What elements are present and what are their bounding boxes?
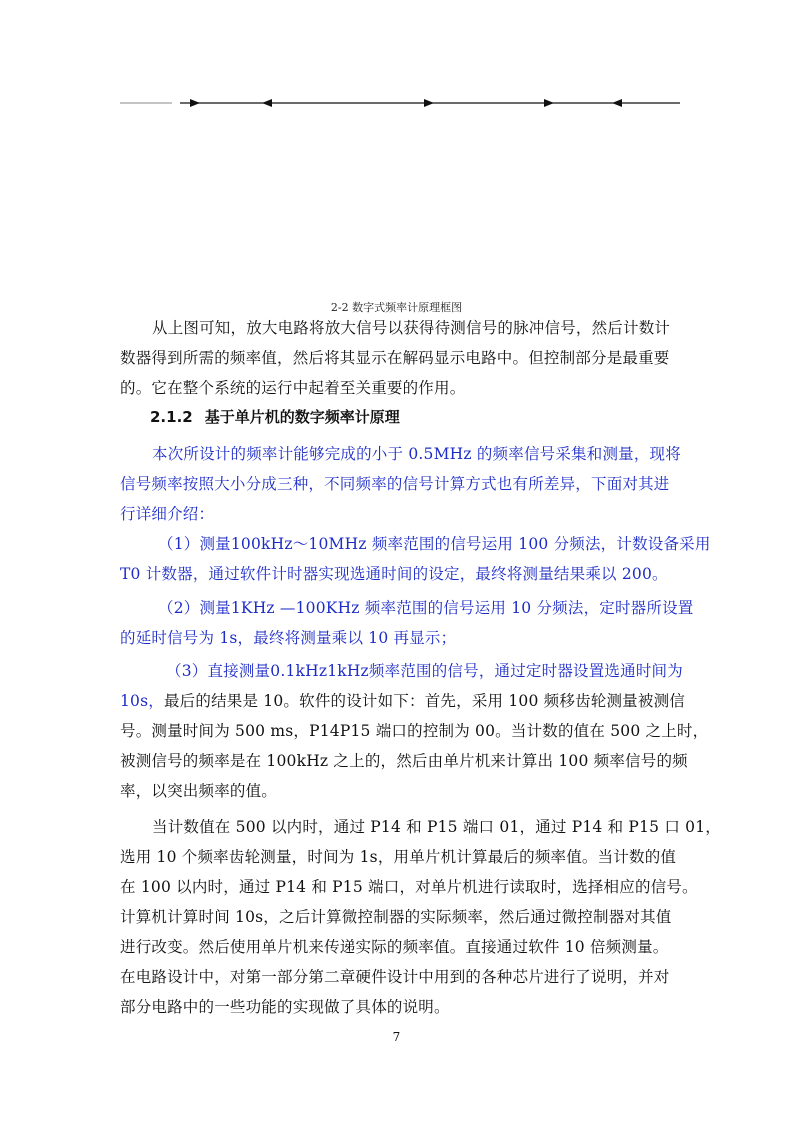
text-line: 本次所设计的频率计能够完成的小于 0.5MHz 的频率信号采集和测量，现将: [152, 445, 681, 463]
text-line: 在 100 以内时，通过 P14 和 P15 端口，对单片机进行读取时，选择相应的信号。: [120, 878, 698, 896]
section-title: 基于单片机的数字频率计原理: [204, 408, 400, 426]
section-heading: [150, 406, 400, 427]
text-line: T0 计数器，通过软件计时器实现选通时间的设定，最终将测量结果乘以 200。: [120, 565, 668, 583]
text-line: 号。测量时间为 500 ms，P14P15 端口的控制为 00。当计数的值在 500 之上时，: [120, 722, 709, 740]
arrow-right-icon: [544, 99, 554, 107]
text-line: 被测信号的频率是在 100kHz 之上的，然后由单片机来计算出 100 频率信号的频: [120, 752, 688, 770]
figure-caption: 2-2 数字式频率计原理框图: [330, 301, 463, 314]
text-line: 部分电路中的一些功能的实现做了具体的说明。: [120, 998, 450, 1016]
section-number: 2.1.2: [150, 408, 193, 426]
paragraph-intro: [120, 439, 681, 529]
page-number: 7: [392, 1030, 401, 1044]
text-line: 进行改变。然后使用单片机来传递实际的频率值。直接通过软件 10 倍频测量。: [120, 938, 669, 956]
text-line: 率，以突出频率的值。: [120, 782, 278, 800]
arrow-left-icon: [262, 99, 272, 107]
paragraph-summary: [120, 313, 675, 403]
list-item-3: [120, 656, 709, 806]
block-diagram-connectors: [120, 88, 680, 118]
arrow-right-icon: [190, 99, 200, 107]
text-line: （1）测量100kHz～10MHz 频率范围的信号运用 100 分频法，计数设备采用: [158, 535, 711, 553]
text-line: 当计数值在 500 以内时，通过 P14 和 P15 端口 01，通过 P14 和 P15 口 01，: [152, 818, 721, 836]
text-line: 计算机计算时间 10s，之后计算微控制器的实际频率，然后通过微控制器对其值: [120, 908, 672, 926]
text-line: （2）测量1KHz —100KHz 频率范围的信号运用 10 分频法，定时器所设置: [158, 599, 694, 617]
text-line: 数器得到所需的频率值，然后将其显示在解码显示电路中。但控制部分是最重要: [120, 349, 670, 367]
text-line: 选用 10 个频率齿轮测量，时间为 1s，用单片机计算最后的频率值。当计数的值: [120, 848, 677, 866]
list-item-2: [120, 593, 694, 653]
text-line: 信号频率按照大小分成三种，不同频率的信号计算方式也有所差异，下面对其进: [120, 475, 670, 493]
arrow-left-icon: [612, 99, 622, 107]
list-item-1: [120, 529, 711, 589]
arrow-right-icon: [424, 99, 434, 107]
text-line: 的延时信号为 1s，最终将测量乘以 10 再显示；: [120, 629, 457, 647]
text-line: 10s，最后的结果是 10。软件的设计如下：首先，采用 100 频移齿轮测量被测信: [120, 692, 685, 710]
text-line: 从上图可知，放大电路将放大信号以获得待测信号的脉冲信号，然后计数计: [152, 319, 671, 337]
paragraph-details: [120, 812, 721, 1022]
text-line: 的。它在整个系统的运行中起着至关重要的作用。: [120, 379, 466, 397]
text-line: 在电路设计中，对第一部分第二章硬件设计中用到的各种芯片进行了说明，并对: [120, 968, 670, 986]
text-line: （3）直接测量0.1kHz1kHz频率范围的信号，通过定时器设置选通时间为: [166, 662, 683, 680]
text-line: 行详细介绍：: [120, 505, 215, 523]
